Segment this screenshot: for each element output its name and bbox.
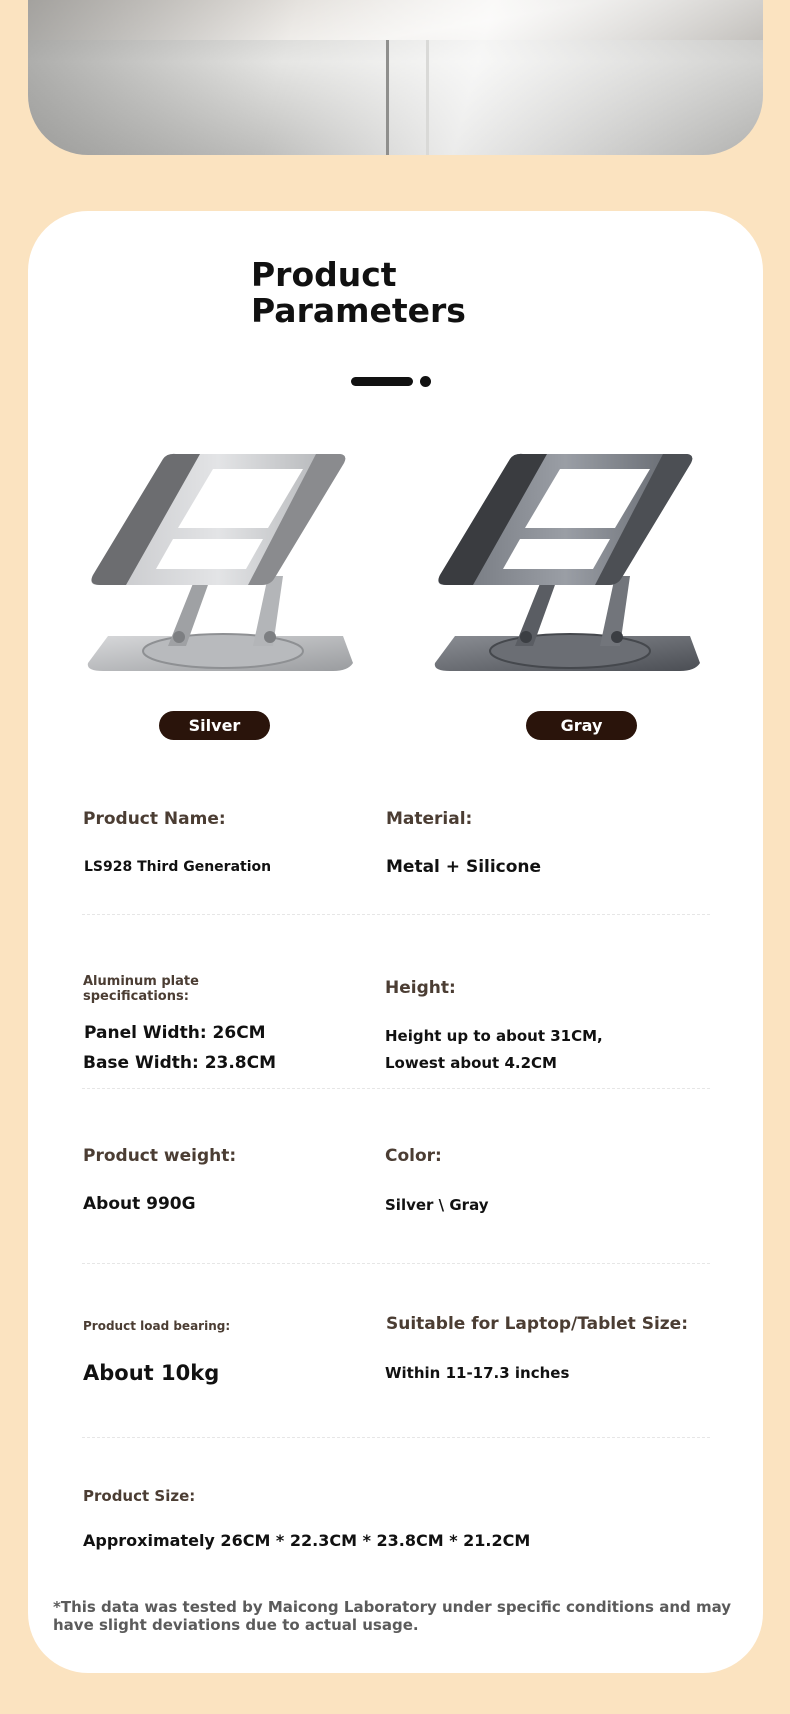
aluminum-label-line-1: Aluminum plate — [83, 974, 199, 989]
hero-door-edge — [426, 40, 429, 155]
material-label: Material: — [386, 809, 473, 829]
height-value-line-1: Height up to about 31CM, — [385, 1027, 603, 1045]
load-bearing-value: About 10kg — [83, 1361, 220, 1385]
suitable-size-value: Within 11-17.3 inches — [385, 1364, 570, 1382]
product-size-label: Product Size: — [83, 1487, 196, 1505]
material-value: Metal + Silicone — [386, 857, 542, 877]
panel-width-value: Panel Width: 26CM — [84, 1023, 266, 1043]
disclaimer-note: *This data was tested by Maicong Laboratory under specific conditions and may have slight deviations due to actual usage. — [53, 1598, 732, 1634]
variant-pill-gray[interactable]: Gray — [526, 711, 637, 740]
title-underline-bar — [351, 377, 413, 386]
hero-photo — [28, 0, 763, 155]
product-name-label: Product Name: — [83, 809, 226, 829]
gray-stand-image — [425, 441, 715, 691]
weight-label: Product weight: — [83, 1146, 237, 1166]
row-divider — [82, 1437, 710, 1438]
silver-stand-image — [78, 441, 368, 691]
hero-door-edge — [386, 40, 389, 155]
base-width-value: Base Width: 23.8CM — [83, 1053, 277, 1073]
parameters-card — [28, 211, 763, 1673]
title-line-2: Parameters — [251, 291, 466, 330]
variant-pill-silver[interactable]: Silver — [159, 711, 270, 740]
title-line-1: Product — [251, 255, 397, 294]
title-underline-dot — [420, 376, 431, 387]
weight-value: About 990G — [83, 1194, 196, 1214]
aluminum-label-line-2: specifications: — [83, 989, 189, 1004]
product-name-value: LS928 Third Generation — [84, 859, 272, 875]
page-title — [251, 257, 551, 329]
height-value-line-2: Lowest about 4.2CM — [385, 1054, 557, 1072]
suitable-size-label: Suitable for Laptop/Tablet Size: — [386, 1314, 688, 1334]
load-bearing-label: Product load bearing: — [83, 1319, 231, 1333]
aluminum-label — [83, 974, 199, 1004]
height-label: Height: — [385, 978, 456, 998]
row-divider — [82, 914, 710, 915]
product-size-value: Approximately 26CM * 22.3CM * 23.8CM * 21.2CM — [83, 1531, 531, 1550]
row-divider — [82, 1263, 710, 1264]
row-divider — [82, 1088, 710, 1089]
color-value: Silver \ Gray — [385, 1196, 489, 1214]
color-label: Color: — [385, 1146, 442, 1166]
hero-lighting — [28, 0, 763, 155]
